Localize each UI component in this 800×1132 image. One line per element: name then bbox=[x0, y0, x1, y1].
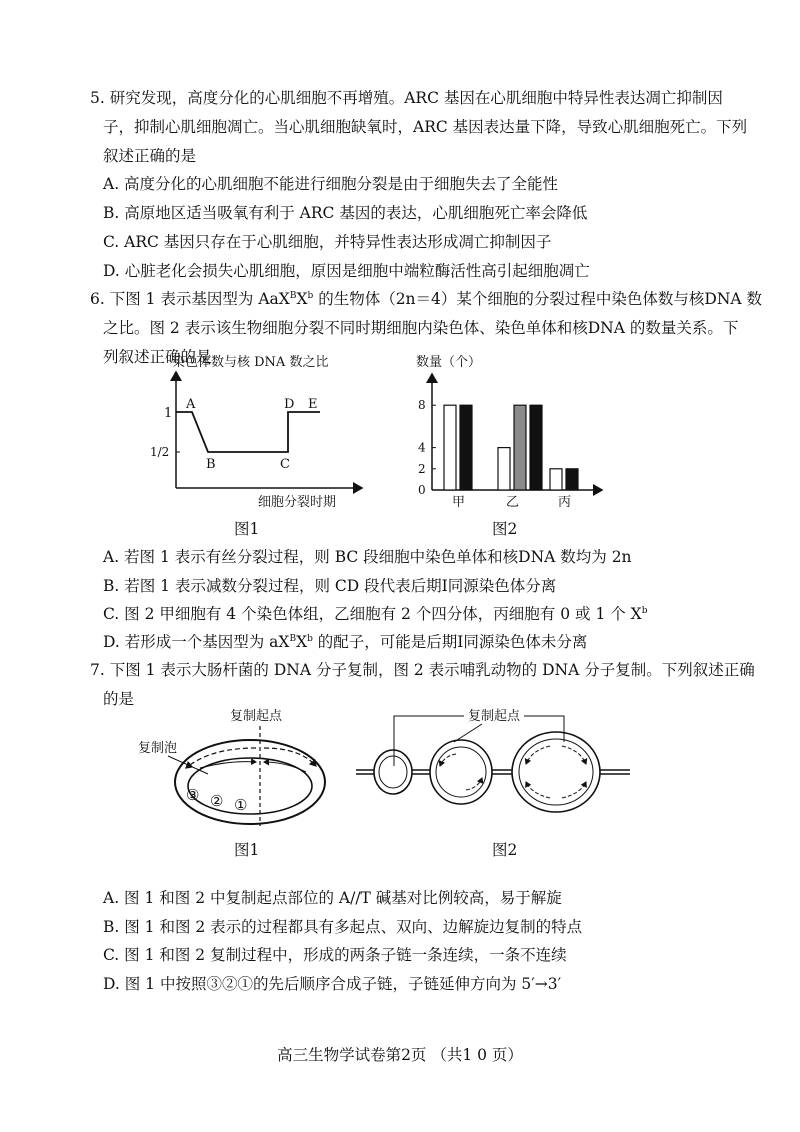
fig1-y-tick-1: 1 bbox=[164, 406, 173, 421]
fig2-category-label: 甲 bbox=[452, 495, 466, 510]
q6-figure-1 bbox=[150, 350, 370, 512]
fig2-bar-甲-2 bbox=[460, 405, 472, 490]
q7-option-b: B. 图 1 和图 2 表示的过程都具有多起点、双向、边解旋边复制的特点 bbox=[103, 918, 583, 936]
q6-option-b: B. 若图 1 表示减数分裂过程，则 CD 段代表后期Ⅰ同源染色体分离 bbox=[103, 577, 557, 595]
q7-option-a: A. 图 1 和图 2 中复制起点部位的 A//T 碱基对比例较高，易于解旋 bbox=[103, 889, 562, 907]
fig2-bar-甲-0 bbox=[444, 405, 456, 490]
q6-option-d: D. 若形成一个基因型为 $aX^BX^b$ 的配子，可能是后期Ⅰ同源染色体未分离 bbox=[103, 633, 588, 651]
q7-option-d: D. 图 1 中按照③②①的先后顺序合成子链，子链延伸方向为 5′→3′ bbox=[103, 975, 562, 993]
q7-fig1-caption: 图1 bbox=[234, 841, 260, 859]
fig2-bar-丙-2 bbox=[566, 469, 578, 490]
q6-figure-2 bbox=[410, 350, 610, 512]
q7-fig1-bubble-label: 复制泡 bbox=[138, 741, 178, 756]
q5-option-b: B. 高原地区适当吸氧有利于 ARC 基因的表达，心肌细胞死亡率会降低 bbox=[103, 204, 588, 222]
q7-fig1-mark-1: ① bbox=[234, 796, 248, 814]
fig1-xlabel: 细胞分裂时期 bbox=[258, 495, 337, 510]
q7-fig2-bubble-medium bbox=[430, 740, 492, 804]
q5-stem-2: 子，抑制心肌细胞凋亡。当心肌细胞缺氧时，ARC 基因表达量下降，导致心肌细胞死亡。下列 bbox=[103, 118, 748, 136]
q6-option-c: C. 图 2 甲细胞有 4 个染色体组，乙细胞有 2 个四分体，丙细胞有 0 或 1 个 $X^b$ bbox=[103, 605, 648, 623]
fig1-point-a: A bbox=[186, 397, 196, 412]
q7-fig1-outer-ring bbox=[175, 740, 325, 824]
fig1-point-c: C bbox=[280, 457, 290, 472]
q5-option-c: C. ARC 基因只存在于心肌细胞，并特异性表达形成凋亡抑制因子 bbox=[103, 233, 552, 251]
fig2-y-tick: 8 bbox=[418, 398, 426, 413]
q7-fig2-bubble-large bbox=[512, 732, 600, 812]
fig1-caption: 图1 bbox=[234, 520, 260, 538]
page-footer: 高三生物学试卷第2页 （共1 0 页） bbox=[277, 1046, 523, 1064]
fig1-point-b: B bbox=[206, 457, 216, 472]
q7-fig2-pointer-right bbox=[524, 716, 564, 742]
fig2-category-label: 乙 bbox=[506, 495, 520, 510]
fig2-bar-乙-1 bbox=[514, 405, 526, 490]
q7-fig1-arrow-right-top bbox=[264, 748, 316, 766]
q7-option-c: C. 图 1 和图 2 复制过程中，形成的两条子链一条连续，一条不连续 bbox=[103, 946, 567, 964]
fig1-ylabel: 染色体数与核 DNA 数之比 bbox=[172, 355, 329, 370]
fig2-caption: 图2 bbox=[492, 520, 518, 538]
q7-fig2-bubble-small bbox=[374, 750, 412, 794]
fig2-y-tick: 4 bbox=[418, 440, 426, 455]
q7-fig1-mark-2: ② bbox=[210, 792, 224, 810]
q7-fig2-origin-label: 复制起点 bbox=[468, 709, 521, 724]
q6-stem-1: 6. 下图 1 表示基因型为 $AaX^BX^b$ 的生物体（2n＝4）某个细胞的分裂过程中染色体数与核DNA 数 bbox=[90, 290, 763, 308]
q6-option-a: A. 若图 1 表示有丝分裂过程，则 BC 段细胞中染色单体和核DNA 数均为 2n bbox=[103, 548, 632, 566]
fig2-ylabel: 数量（个） bbox=[416, 355, 482, 370]
q7-fig1-origin-label: 复制起点 bbox=[230, 709, 283, 724]
q6-stem-2: 之比。图 2 表示该生物细胞分裂不同时期细胞内染色体、染色单体和核DNA 的数量关系。下 bbox=[103, 319, 739, 337]
fig2-category-label: 丙 bbox=[558, 495, 572, 510]
q7-fig2-pointer-mid bbox=[454, 724, 482, 742]
q6-stem-3: 列叙述正确的是 bbox=[103, 348, 212, 366]
q7-figure-2 bbox=[354, 702, 638, 834]
fig2-bar-乙-0 bbox=[498, 448, 510, 490]
q7-stem-2: 的是 bbox=[103, 690, 135, 708]
fig1-point-e: E bbox=[308, 397, 318, 412]
q5-stem-3: 叙述正确的是 bbox=[103, 147, 197, 165]
q7-fig2-caption: 图2 bbox=[492, 841, 518, 859]
fig2-y-tick: 0 bbox=[418, 483, 426, 497]
fig2-bar-丙-0 bbox=[550, 469, 562, 490]
fig1-curve bbox=[176, 412, 320, 452]
fig2-bar-乙-2 bbox=[530, 405, 542, 490]
fig1-y-tick-half: 1/2 bbox=[150, 445, 170, 459]
fig1-point-d: D bbox=[284, 397, 295, 412]
fig2-y-tick: 2 bbox=[418, 461, 426, 476]
q5-option-d: D. 心脏老化会损失心肌细胞，原因是细胞中端粒酶活性高引起细胞凋亡 bbox=[103, 262, 590, 280]
q5-stem-1: 5. 研究发现，高度分化的心肌细胞不再增殖。ARC 基因在心肌细胞中特异性表达凋亡抑制因 bbox=[90, 89, 723, 107]
q5-option-a: A. 高度分化的心肌细胞不能进行细胞分裂是由于细胞失去了全能性 bbox=[103, 175, 559, 193]
q7-stem-1: 7. 下图 1 表示大肠杆菌的 DNA 分子复制，图 2 表示哺乳动物的 DNA 分子复制。下列叙述正确 bbox=[90, 661, 755, 679]
q7-fig1-mark-3: ③ bbox=[186, 786, 200, 804]
q7-figure-1 bbox=[130, 702, 350, 834]
